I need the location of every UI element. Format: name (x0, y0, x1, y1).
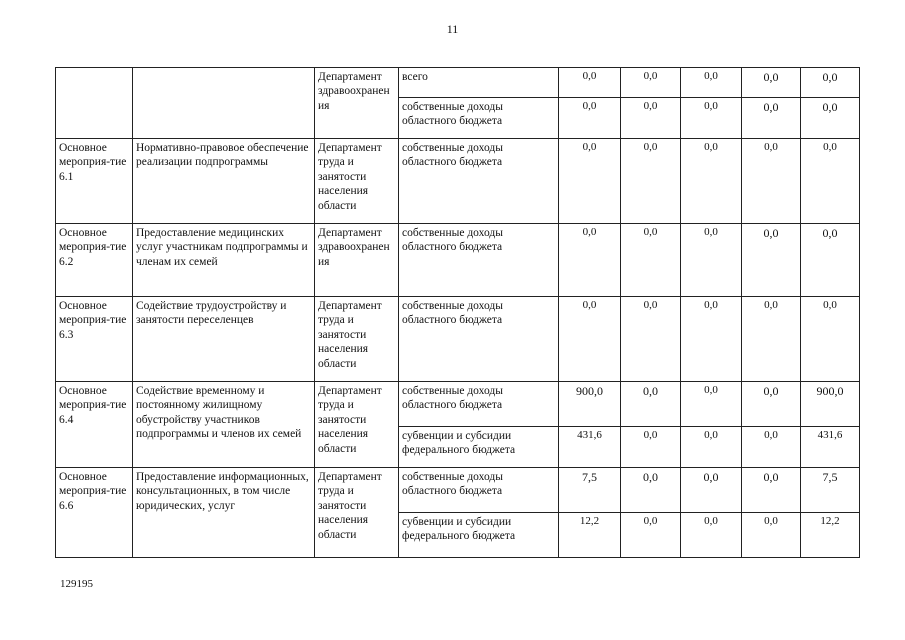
value-cell: 0,0 (681, 98, 742, 139)
value-cell: 0,0 (559, 68, 621, 98)
activity-code: Основное мероприя-тие 6.4 (56, 382, 133, 468)
executor: Департамент здравоохранения (315, 68, 399, 139)
executor: Департамент здравоохранения (315, 224, 399, 297)
executor: Департамент труда и занятости населения области (315, 139, 399, 224)
funding-source: собственные доходы областного бюджета (399, 139, 559, 224)
table-row (56, 139, 860, 224)
value-cell: 0,0 (621, 297, 681, 382)
activity-name: Предоставление информационных, консультационных, в том числе юридических, услуг (133, 468, 315, 558)
value-cell: 0,0 (742, 224, 801, 297)
value-cell: 900,0 (559, 382, 621, 427)
funding-table (55, 67, 860, 558)
value-cell: 0,0 (559, 224, 621, 297)
value-cell: 0,0 (742, 513, 801, 558)
document-code: 129195 (60, 578, 93, 590)
value-cell: 0,0 (621, 427, 681, 468)
funding-source: собственные доходы областного бюджета (399, 224, 559, 297)
value-cell: 0,0 (681, 513, 742, 558)
value-cell: 12,2 (801, 513, 860, 558)
activity-code: Основное мероприя-тие 6.2 (56, 224, 133, 297)
activity-name: Содействие трудоустройству и занятости переселенцев (133, 297, 315, 382)
executor: Департамент труда и занятости населения области (315, 468, 399, 558)
value-cell: 0,0 (801, 68, 860, 98)
value-cell: 0,0 (742, 382, 801, 427)
activity-code: Основное мероприя-тие 6.1 (56, 139, 133, 224)
table-row (56, 297, 860, 382)
value-cell: 0,0 (621, 382, 681, 427)
activity-code: Основное мероприя-тие 6.6 (56, 468, 133, 558)
value-cell: 0,0 (742, 427, 801, 468)
value-cell: 7,5 (559, 468, 621, 513)
activity-name: Предоставление медицинских услуг участникам подпрограммы и членам их семей (133, 224, 315, 297)
table-row (56, 68, 860, 98)
value-cell: 0,0 (742, 468, 801, 513)
activity-name: Содействие временному и постоянному жилищному обустройству участников подпрограммы и членов их семей (133, 382, 315, 468)
funding-source: собственные доходы областного бюджета (399, 297, 559, 382)
table-row (56, 224, 860, 297)
value-cell: 0,0 (801, 98, 860, 139)
value-cell: 0,0 (621, 513, 681, 558)
value-cell: 0,0 (681, 382, 742, 427)
value-cell: 0,0 (621, 139, 681, 224)
executor: Департамент труда и занятости населения области (315, 297, 399, 382)
value-cell: 0,0 (801, 297, 860, 382)
value-cell: 0,0 (742, 68, 801, 98)
value-cell: 431,6 (559, 427, 621, 468)
value-cell: 0,0 (681, 68, 742, 98)
value-cell: 431,6 (801, 427, 860, 468)
value-cell: 0,0 (681, 297, 742, 382)
value-cell: 12,2 (559, 513, 621, 558)
value-cell: 0,0 (559, 297, 621, 382)
funding-source: собственные доходы областного бюджета (399, 98, 559, 139)
value-cell: 0,0 (559, 139, 621, 224)
value-cell: 0,0 (621, 98, 681, 139)
activity-code: Основное мероприя-тие 6.3 (56, 297, 133, 382)
page-number: 11 (446, 22, 459, 36)
value-cell: 0,0 (681, 224, 742, 297)
funding-source: собственные доходы областного бюджета (399, 382, 559, 427)
value-cell: 0,0 (681, 139, 742, 224)
value-cell: 0,0 (742, 98, 801, 139)
value-cell: 0,0 (742, 297, 801, 382)
value-cell: 0,0 (681, 427, 742, 468)
activity-code (56, 68, 133, 139)
value-cell: 0,0 (621, 468, 681, 513)
value-cell: 0,0 (742, 139, 801, 224)
activity-name: Нормативно-правовое обеспечение реализации подпрограммы (133, 139, 315, 224)
value-cell: 0,0 (621, 224, 681, 297)
table-row (56, 382, 860, 427)
funding-source: субвенции и субсидии федерального бюджета (399, 427, 559, 468)
funding-source: субвенции и субсидии федерального бюджета (399, 513, 559, 558)
value-cell: 0,0 (559, 98, 621, 139)
value-cell: 7,5 (801, 468, 860, 513)
value-cell: 0,0 (681, 468, 742, 513)
activity-name (133, 68, 315, 139)
value-cell: 0,0 (621, 68, 681, 98)
table-row (56, 468, 860, 513)
funding-source: собственные доходы областного бюджета (399, 468, 559, 513)
funding-source: всего (399, 68, 559, 98)
executor: Департамент труда и занятости населения области (315, 382, 399, 468)
value-cell: 0,0 (801, 139, 860, 224)
value-cell: 0,0 (801, 224, 860, 297)
value-cell: 900,0 (801, 382, 860, 427)
